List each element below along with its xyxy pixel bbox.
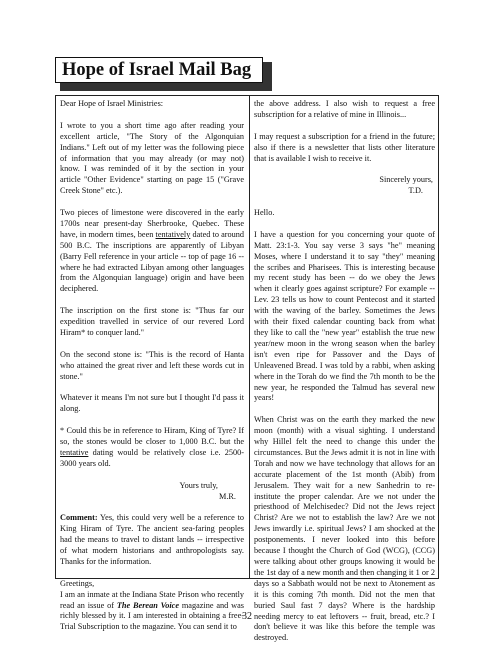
underlined-word: tentatively — [155, 229, 191, 239]
signature-initials: T.D. — [408, 186, 423, 196]
comment-label: Comment: — [60, 513, 98, 523]
right-column — [254, 99, 435, 655]
header-box — [55, 57, 263, 83]
letter3-paragraph-2: When Christ was on the earth they marked the new moon (month) with a visual sighting. I understand why Hillel felt the need to change this under the circumstances. But the Jews admit it is not in line with Torah and now we have technology that allows for an accurate placement of the 1st month (Abib) from Jerusalem. They wait for a new Sanhedrin to re-institute the proper calendar. Are we not under the priesthood of Melchisedec? Did not the Jews reject Christ? Are we not to establish the law? Are we not Jews inwardly i.e. spiritual Jews? I am shocked at the postponements. I never looked into this before because I thought the Church of God (WCG), (CCG) were talking about other groups knowing it would be the 1st day of a new month and then changing it 1 or 2 days so a Sabbath would not be next to Atonement as it is this coming 7th month. Did not the men that buried Saul fast 7 days? Where is the hardship needing mercy to eat leftovers -- fruit, bread, etc.? I don't believe it was like this before the temple was destroyed. — [254, 415, 435, 643]
section-header — [55, 57, 271, 87]
left-column — [60, 99, 244, 644]
letter1-paragraph-4: On the second stone is: "This is the record of Hanta who attained the great river and left these words cut in stone." — [60, 349, 244, 381]
page-title: Hope of Israel Mail Bag — [62, 59, 252, 80]
salutation: Dear Hope of Israel Ministries: — [60, 99, 164, 108]
letter2-paragraph-2: the above address. I also wish to request a free subscription for a relative of mine in Illinois... — [254, 99, 435, 119]
signoff: Yours truly, — [179, 480, 218, 490]
letter2-paragraph-3: I may request a subscription for a friend in the future; also if there is a newsletter that lists other literature that is available I wish to receive it. — [254, 131, 435, 163]
letter2-signature — [254, 175, 435, 197]
letter3-greeting: Hello. — [254, 208, 275, 218]
letter1-paragraph-2 — [60, 208, 244, 295]
text-run: magazine and was richly blessed by it. I am interested in obtaining a free-Trial Subscription to the magazine. You can send it to — [60, 600, 244, 632]
text-run: dated to around 500 B.C. The inscriptions are apparently of Libyan (Barry Fell reference in your article -- top of page 16 -- where he had extracted Libyan among other languages from the Algonquian language) origin and have been deciphered. — [60, 229, 245, 294]
editor-comment — [60, 513, 244, 568]
letter1-paragraph-5: Whatever it means I'm not sure but I thought I'd pass it along. — [60, 393, 244, 414]
text-run: dating would be relatively close i.e. 2500-3000 years old. — [60, 447, 244, 468]
page-number: 32 — [242, 611, 252, 622]
signoff: Sincerely yours, — [379, 175, 433, 185]
letter1-signature — [60, 481, 244, 503]
signature-initials: M.R. — [219, 491, 236, 501]
letter2-greeting: Greetings, — [60, 578, 95, 588]
text-run: Two pieces of limestone were discovered in the early 1700s near present-day Sherbrooke, Quebec. These have, in modern times, been — [60, 208, 244, 239]
letter1-paragraph-1: I wrote to you a short time ago after reading your excellent article, "The Story of the Algonquian Indians." Left out of my letter was the following piece of information that you may already (or may not) know. I was reminded of it by the section in your article "Other Evidence" starting on page 15 ("Grave Creek Stone" etc.). — [60, 120, 244, 196]
letter1-paragraph-3: The inscription on the first stone is: "Thus far our expedition travelled in service of our revered Lord Hiram* to conquer land." — [60, 306, 244, 337]
magazine-title: The Berean Voice — [116, 600, 180, 610]
letter3-paragraph-1: I have a question for you concerning your quote of Matt. 23:1-3. You say verse 3 says "he" meaning Moses, where I understand it to say "they" meaning the scribes and Pharisees. This is interesting because my recent study has been -- do we obey the Jews when it clearly goes against scripture? For example -- Lev. 23 tells us how to count Pentecost and it started with the waving of the barley. Sometimes the Jews with their fixed calendar counting back from what they like to call the "new year" establish the true new year/new moon in the wrong season when the barley isn't even ripe for Passover and the Days of Unleavened Bread. I was told by a rabbi, when asking where in the Torah do we find the 7th month to be the new year, he responded the Talmud has several new years! — [254, 229, 435, 403]
letter1-footnote — [60, 426, 244, 470]
comment-text: Yes, this could very well be a reference to King Hiram of Tyre. The ancient sea-faring peoples had the means to travel to distant lands -- irrespective of what modern historians and anthropologists say. Thanks for the information. — [60, 513, 244, 566]
text-run: * Could this be in reference to Hiram, King of Tyre? If so, the stones would be closer to 1,000 B.C. but the — [60, 426, 244, 446]
underlined-word: tentative — [60, 447, 89, 457]
column-divider — [249, 95, 250, 579]
text-run: I am an inmate at the Indiana State Prison who recently read an issue of — [60, 589, 244, 610]
